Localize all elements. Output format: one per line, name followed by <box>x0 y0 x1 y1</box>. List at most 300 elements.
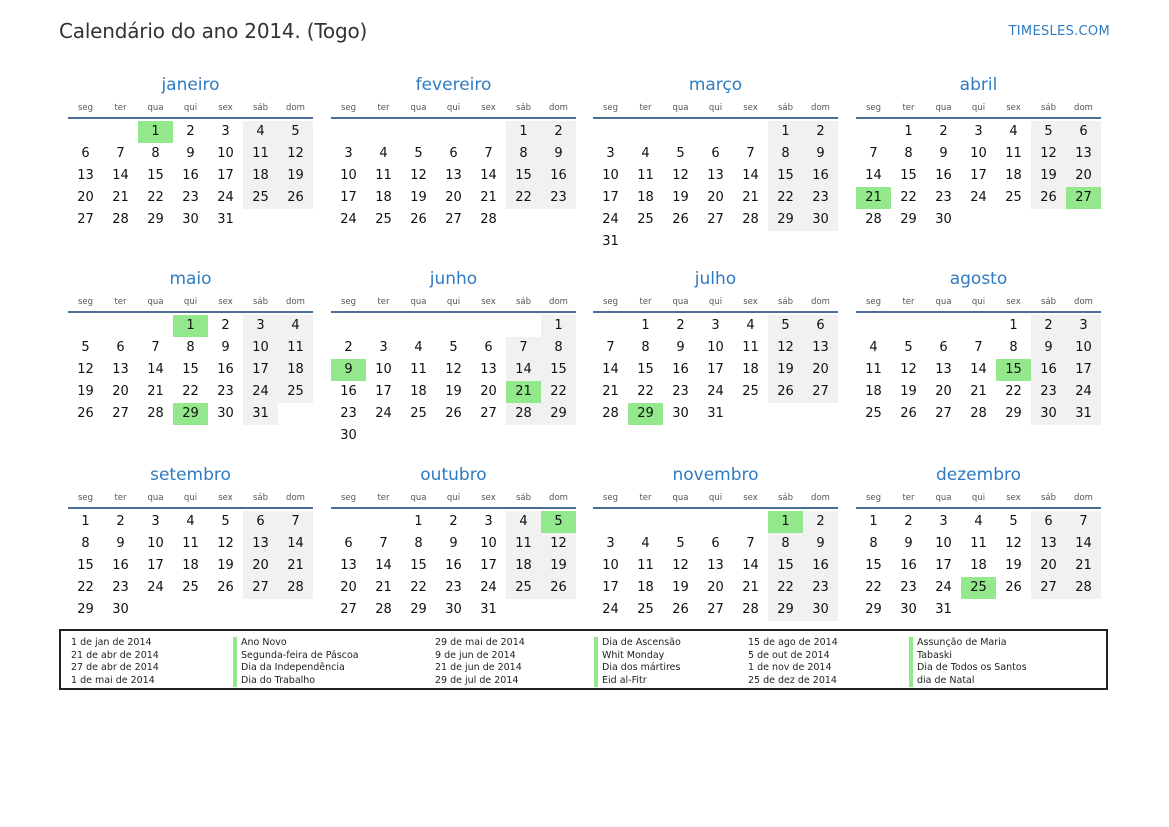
day-cell: 18 <box>865 384 882 399</box>
weekday-label: qui <box>446 297 461 307</box>
weekday-label: sáb <box>252 103 269 113</box>
weekday-label: seg <box>340 103 357 113</box>
weekday-label: dom <box>286 103 305 113</box>
day-cell: 19 <box>217 558 234 573</box>
day-cell: 7 <box>746 536 755 551</box>
weekday-label: seg <box>865 297 882 307</box>
day-cell: 17 <box>480 558 497 573</box>
day-cell: 6 <box>344 536 353 551</box>
day-grid <box>331 511 576 621</box>
weekday-label: qui <box>971 493 986 503</box>
day-cell: 27 <box>707 212 724 227</box>
day-cell: 29 <box>410 602 427 617</box>
day-cell: 8 <box>506 143 541 165</box>
weekday-label: sex <box>1006 297 1021 307</box>
empty-cell <box>471 121 506 143</box>
legend-date-column <box>71 637 159 687</box>
day-cell: 5 <box>1031 121 1066 143</box>
day-cell: 28 <box>1066 577 1101 599</box>
month-abril <box>856 73 1101 231</box>
day-cell: 8 <box>1009 340 1018 355</box>
day-cell: 17 <box>935 558 952 573</box>
day-cell: 12 <box>1031 143 1066 165</box>
weekday-label: sáb <box>252 493 269 503</box>
day-cell: 13 <box>707 168 724 183</box>
month-junho <box>331 267 576 447</box>
weekday-header <box>856 295 1101 313</box>
day-cell: 24 <box>1066 381 1101 403</box>
weekday-label: sex <box>481 103 496 113</box>
weekday-label: ter <box>114 493 127 503</box>
day-cell: 20 <box>340 580 357 595</box>
day-cell: 13 <box>340 558 357 573</box>
day-cell: 17 <box>217 168 234 183</box>
day-cell: 20 <box>77 190 94 205</box>
day-cell: 14 <box>506 359 541 381</box>
day-cell: 19 <box>77 384 94 399</box>
day-cell: 29 <box>900 212 917 227</box>
day-cell: 23 <box>112 580 129 595</box>
day-cell: 2 <box>803 121 838 143</box>
day-cell: 18 <box>410 384 427 399</box>
day-cell: 25 <box>865 406 882 421</box>
day-cell: 11 <box>410 362 427 377</box>
day-cell: 11 <box>182 536 199 551</box>
day-cell: 3 <box>151 514 160 529</box>
day-cell: 10 <box>935 536 952 551</box>
weekday-label: qua <box>672 103 689 113</box>
day-cell: 9 <box>676 340 685 355</box>
day-cell: 20 <box>803 359 838 381</box>
day-cell: 4 <box>1009 124 1018 139</box>
weekday-label: qua <box>672 493 689 503</box>
day-cell: 22 <box>506 187 541 209</box>
day-cell: 12 <box>445 362 462 377</box>
weekday-label: seg <box>602 297 619 307</box>
day-cell: 8 <box>81 536 90 551</box>
day-cell: 14 <box>278 533 313 555</box>
day-cell: 9 <box>116 536 125 551</box>
empty-cell <box>593 315 628 337</box>
day-cell: 28 <box>970 406 987 421</box>
day-cell: 30 <box>803 209 838 231</box>
day-cell: 15 <box>77 558 94 573</box>
weekday-header <box>593 295 838 313</box>
weekday-label: sex <box>1006 103 1021 113</box>
day-cell: 2 <box>186 124 195 139</box>
empty-cell <box>436 121 471 143</box>
day-cell: 4 <box>869 340 878 355</box>
day-cell: 7 <box>379 536 388 551</box>
day-cell: 3 <box>344 146 353 161</box>
day-cell: 6 <box>1031 511 1066 533</box>
day-cell: 20 <box>1031 555 1066 577</box>
weekday-label: sáb <box>1040 103 1057 113</box>
day-cell: 18 <box>182 558 199 573</box>
day-cell: 4 <box>278 315 313 337</box>
day-cell: 20 <box>480 384 497 399</box>
day-cell: 2 <box>904 514 913 529</box>
day-cell: 24 <box>217 190 234 205</box>
weekday-header <box>856 101 1101 119</box>
day-cell: 8 <box>768 143 803 165</box>
weekday-label: dom <box>1074 493 1093 503</box>
day-cell: 15 <box>506 165 541 187</box>
day-cell: 2 <box>939 124 948 139</box>
weekday-header <box>68 491 313 509</box>
day-cell: 6 <box>1066 121 1101 143</box>
weekday-label: sex <box>1006 493 1021 503</box>
day-cell: 14 <box>742 168 759 183</box>
day-cell: 9 <box>186 146 195 161</box>
day-cell: 3 <box>606 536 615 551</box>
day-cell: 16 <box>541 165 576 187</box>
day-cell: 1 <box>541 315 576 337</box>
weekday-label: sáb <box>1040 493 1057 503</box>
day-cell: 3 <box>221 124 230 139</box>
legend-date: 9 de jun de 2014 <box>435 649 516 661</box>
day-cell: 12 <box>672 168 689 183</box>
day-cell: 22 <box>865 580 882 595</box>
day-cell: 1 <box>869 514 878 529</box>
weekday-label: sex <box>743 297 758 307</box>
day-cell: 17 <box>375 384 392 399</box>
day-cell: 30 <box>1031 403 1066 425</box>
legend-holiday-name: dia de Natal <box>909 675 1027 688</box>
month-title: novembro <box>672 465 759 485</box>
weekday-label: sáb <box>777 103 794 113</box>
month-fevereiro <box>331 73 576 231</box>
day-cell: 5 <box>278 121 313 143</box>
legend-date-column <box>748 637 838 687</box>
day-cell: 16 <box>1031 359 1066 381</box>
day-cell: 30 <box>445 602 462 617</box>
weekday-header <box>856 491 1101 509</box>
weekday-label: seg <box>77 103 94 113</box>
day-cell: 11 <box>278 337 313 359</box>
day-cell: 14 <box>480 168 497 183</box>
weekday-label: qui <box>183 103 198 113</box>
day-cell: 11 <box>970 536 987 551</box>
day-cell: 4 <box>379 146 388 161</box>
day-cell: 5 <box>904 340 913 355</box>
day-cell: 8 <box>904 146 913 161</box>
day-cell: 19 <box>1031 165 1066 187</box>
day-cell: 31 <box>217 212 234 227</box>
day-cell: 22 <box>768 187 803 209</box>
empty-cell <box>856 315 891 337</box>
holiday-day-cell: 29 <box>173 403 208 425</box>
day-cell: 31 <box>935 602 952 617</box>
legend-holiday-name: Eid al-Fitr <box>594 675 681 688</box>
day-cell: 26 <box>77 406 94 421</box>
day-cell: 10 <box>243 337 278 359</box>
legend-holiday-name: Whit Monday <box>594 650 681 663</box>
month-setembro <box>68 463 313 621</box>
month-outubro <box>331 463 576 621</box>
weekday-header <box>331 101 576 119</box>
day-cell: 4 <box>974 514 983 529</box>
day-cell: 23 <box>217 384 234 399</box>
day-cell: 25 <box>278 381 313 403</box>
day-cell: 19 <box>768 359 803 381</box>
month-agosto <box>856 267 1101 425</box>
weekday-label: sáb <box>515 493 532 503</box>
weekday-label: sáb <box>515 297 532 307</box>
day-cell: 30 <box>900 602 917 617</box>
day-grid <box>593 511 838 621</box>
weekday-header <box>68 101 313 119</box>
day-cell: 20 <box>707 190 724 205</box>
day-cell: 26 <box>278 187 313 209</box>
legend-holiday-name: Dia da Independência <box>233 662 359 675</box>
day-cell: 29 <box>77 602 94 617</box>
day-cell: 9 <box>803 143 838 165</box>
day-cell: 7 <box>484 146 493 161</box>
day-cell: 31 <box>1066 403 1101 425</box>
day-cell: 25 <box>637 602 654 617</box>
day-cell: 26 <box>900 406 917 421</box>
day-cell: 19 <box>445 384 462 399</box>
day-cell: 31 <box>243 403 278 425</box>
weekday-label: qui <box>971 103 986 113</box>
day-cell: 15 <box>637 362 654 377</box>
day-cell: 17 <box>707 362 724 377</box>
day-cell: 2 <box>344 340 353 355</box>
day-grid <box>331 315 576 447</box>
empty-cell <box>506 315 541 337</box>
day-cell: 18 <box>637 580 654 595</box>
day-cell: 29 <box>768 599 803 621</box>
day-cell: 4 <box>641 146 650 161</box>
day-cell: 18 <box>278 359 313 381</box>
day-cell: 4 <box>186 514 195 529</box>
month-title: fevereiro <box>415 75 492 95</box>
day-cell: 11 <box>506 533 541 555</box>
day-cell: 6 <box>449 146 458 161</box>
day-cell: 16 <box>217 362 234 377</box>
day-cell: 15 <box>182 362 199 377</box>
weekday-label: sex <box>218 493 233 503</box>
empty-cell <box>68 121 103 143</box>
day-cell: 28 <box>147 406 164 421</box>
weekday-label: ter <box>902 103 915 113</box>
holiday-day-cell: 15 <box>996 359 1031 381</box>
empty-cell <box>733 121 768 143</box>
day-cell: 9 <box>1031 337 1066 359</box>
day-grid <box>856 121 1101 231</box>
day-cell: 7 <box>1066 511 1101 533</box>
month-title: março <box>688 75 743 95</box>
month-julho <box>593 267 838 425</box>
day-cell: 6 <box>484 340 493 355</box>
holiday-legend <box>59 629 1108 690</box>
day-cell: 22 <box>768 577 803 599</box>
weekday-label: qua <box>672 297 689 307</box>
day-cell: 26 <box>410 212 427 227</box>
day-cell: 1 <box>1009 318 1018 333</box>
day-cell: 5 <box>768 315 803 337</box>
day-cell: 22 <box>637 384 654 399</box>
day-cell: 23 <box>803 187 838 209</box>
day-cell: 18 <box>970 558 987 573</box>
day-cell: 15 <box>147 168 164 183</box>
legend-date: 27 de abr de 2014 <box>71 662 159 673</box>
day-cell: 13 <box>112 362 129 377</box>
day-cell: 17 <box>970 168 987 183</box>
day-cell: 25 <box>742 384 759 399</box>
day-cell: 13 <box>707 558 724 573</box>
weekday-label: dom <box>811 297 830 307</box>
day-cell: 6 <box>81 146 90 161</box>
day-cell: 5 <box>221 514 230 529</box>
day-cell: 31 <box>480 602 497 617</box>
day-cell: 20 <box>445 190 462 205</box>
day-cell: 29 <box>147 212 164 227</box>
legend-holiday-name: Dia de Todos os Santos <box>909 662 1027 675</box>
day-cell: 21 <box>742 580 759 595</box>
day-cell: 28 <box>865 212 882 227</box>
site-link[interactable]: TIMESLES.COM <box>1008 24 1110 39</box>
day-cell: 23 <box>803 577 838 599</box>
legend-date-column <box>435 637 525 687</box>
day-cell: 7 <box>116 146 125 161</box>
empty-cell <box>366 315 401 337</box>
weekday-label: qua <box>147 297 164 307</box>
day-cell: 8 <box>541 337 576 359</box>
holiday-day-cell: 25 <box>961 577 996 599</box>
day-cell: 6 <box>711 146 720 161</box>
day-cell: 5 <box>1009 514 1018 529</box>
legend-holiday-name: Ano Novo <box>233 637 359 650</box>
day-cell: 16 <box>112 558 129 573</box>
weekday-header <box>593 491 838 509</box>
day-cell: 7 <box>869 146 878 161</box>
day-cell: 24 <box>707 384 724 399</box>
day-cell: 9 <box>803 533 838 555</box>
day-cell: 2 <box>1031 315 1066 337</box>
weekday-label: qui <box>708 297 723 307</box>
legend-holiday-name: Tabaski <box>909 650 1027 663</box>
day-cell: 27 <box>803 381 838 403</box>
weekday-label: dom <box>1074 103 1093 113</box>
day-cell: 12 <box>672 558 689 573</box>
day-cell: 17 <box>340 190 357 205</box>
weekday-label: sáb <box>777 297 794 307</box>
day-cell: 2 <box>221 318 230 333</box>
weekday-label: qui <box>708 493 723 503</box>
day-cell: 22 <box>147 190 164 205</box>
weekday-label: seg <box>602 103 619 113</box>
day-cell: 28 <box>375 602 392 617</box>
empty-cell <box>891 315 926 337</box>
day-cell: 27 <box>707 602 724 617</box>
weekday-label: dom <box>549 103 568 113</box>
day-cell: 3 <box>484 514 493 529</box>
day-cell: 7 <box>278 511 313 533</box>
day-cell: 14 <box>602 362 619 377</box>
day-cell: 8 <box>414 536 423 551</box>
day-cell: 21 <box>970 384 987 399</box>
day-cell: 22 <box>1005 384 1022 399</box>
day-grid <box>68 315 313 425</box>
weekday-label: seg <box>602 493 619 503</box>
empty-cell <box>138 315 173 337</box>
day-cell: 25 <box>243 187 278 209</box>
day-cell: 27 <box>935 406 952 421</box>
day-cell: 15 <box>768 165 803 187</box>
empty-cell <box>471 315 506 337</box>
day-cell: 25 <box>506 577 541 599</box>
day-cell: 30 <box>672 406 689 421</box>
day-cell: 10 <box>217 146 234 161</box>
day-cell: 13 <box>77 168 94 183</box>
legend-holiday-name: Dia do Trabalho <box>233 675 359 688</box>
day-cell: 9 <box>904 536 913 551</box>
day-cell: 12 <box>541 533 576 555</box>
day-cell: 19 <box>410 190 427 205</box>
weekday-label: qui <box>446 493 461 503</box>
weekday-label: ter <box>639 493 652 503</box>
legend-date: 29 de jul de 2014 <box>435 674 519 686</box>
day-cell: 21 <box>112 190 129 205</box>
day-cell: 15 <box>410 558 427 573</box>
weekday-label: seg <box>340 297 357 307</box>
day-cell: 21 <box>602 384 619 399</box>
empty-cell <box>331 511 366 533</box>
day-cell: 26 <box>217 580 234 595</box>
day-cell: 12 <box>217 536 234 551</box>
weekday-label: qui <box>708 103 723 113</box>
day-cell: 7 <box>151 340 160 355</box>
day-cell: 20 <box>1066 165 1101 187</box>
day-cell: 12 <box>410 168 427 183</box>
day-cell: 1 <box>768 121 803 143</box>
weekday-label: sáb <box>1040 297 1057 307</box>
day-cell: 18 <box>1005 168 1022 183</box>
day-cell: 24 <box>243 381 278 403</box>
legend-holiday-name: Segunda-feira de Páscoa <box>233 650 359 663</box>
weekday-label: qui <box>971 297 986 307</box>
day-cell: 27 <box>243 577 278 599</box>
legend-date: 5 de out de 2014 <box>748 649 830 661</box>
day-cell: 10 <box>602 558 619 573</box>
holiday-day-cell: 1 <box>138 121 173 143</box>
weekday-label: dom <box>549 297 568 307</box>
day-cell: 25 <box>1005 190 1022 205</box>
day-cell: 28 <box>278 577 313 599</box>
day-cell: 24 <box>340 212 357 227</box>
empty-cell <box>103 315 138 337</box>
weekday-label: seg <box>340 493 357 503</box>
legend-date: 1 de jan de 2014 <box>71 637 152 648</box>
day-cell: 19 <box>900 384 917 399</box>
month-title: outubro <box>420 465 487 485</box>
day-cell: 29 <box>768 209 803 231</box>
day-cell: 8 <box>768 533 803 555</box>
day-cell: 5 <box>449 340 458 355</box>
weekday-label: qua <box>935 297 952 307</box>
empty-cell <box>593 121 628 143</box>
empty-cell <box>401 315 436 337</box>
holiday-day-cell: 1 <box>768 511 803 533</box>
weekday-label: sex <box>743 103 758 113</box>
day-cell: 3 <box>606 146 615 161</box>
day-cell: 17 <box>602 190 619 205</box>
day-cell: 17 <box>147 558 164 573</box>
day-cell: 29 <box>865 602 882 617</box>
day-cell: 20 <box>935 384 952 399</box>
